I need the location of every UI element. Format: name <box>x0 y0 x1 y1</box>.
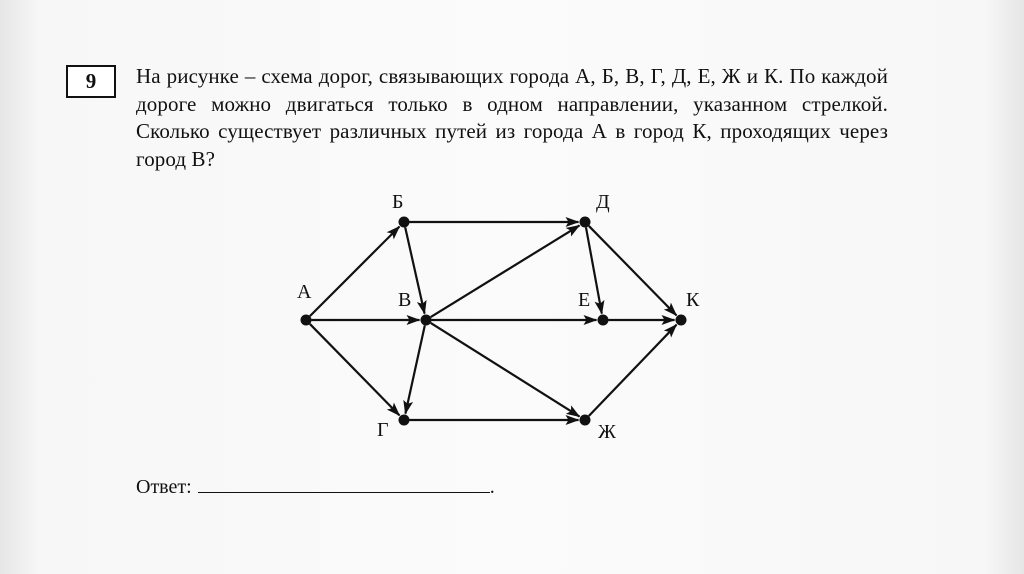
edges-layer <box>310 222 677 420</box>
node-label-K: К <box>686 289 700 311</box>
edge-V-Zh <box>431 323 580 417</box>
answer-input-line[interactable] <box>198 474 490 493</box>
node-D <box>580 217 591 228</box>
node-label-Zh: Ж <box>598 421 616 443</box>
node-label-V: В <box>398 289 412 311</box>
edge-A-B <box>310 227 400 317</box>
node-label-G: Г <box>377 419 389 441</box>
task-text: На рисунке – схема дорог, связывающих города А, Б, В, Г, Д, Е, Ж и К. По каждой дороге можно двигаться только в одном направлении, указанном стрелкой. Сколько существует различных путей из города А в город К, проходящих через город В? <box>136 64 888 171</box>
node-label-A: А <box>297 281 312 303</box>
task-number-box: 9 <box>66 65 116 98</box>
node-label-D: Д <box>596 191 610 213</box>
edge-V-D <box>431 225 580 317</box>
answer-row <box>136 474 495 499</box>
edge-A-G <box>310 324 400 415</box>
edge-V-G <box>405 325 424 413</box>
answer-suffix: . <box>489 476 495 498</box>
node-Zh <box>580 415 591 426</box>
node-G <box>399 415 410 426</box>
edge-D-K <box>589 226 677 315</box>
node-label-B: Б <box>392 191 404 213</box>
edge-Zh-K <box>589 325 677 416</box>
node-V <box>421 315 432 326</box>
node-K <box>676 315 687 326</box>
node-A <box>301 315 312 326</box>
node-E <box>598 315 609 326</box>
answer-label: Ответ: <box>136 476 192 498</box>
node-B <box>399 217 410 228</box>
node-label-E: Е <box>578 289 591 311</box>
labels-layer <box>297 191 700 443</box>
